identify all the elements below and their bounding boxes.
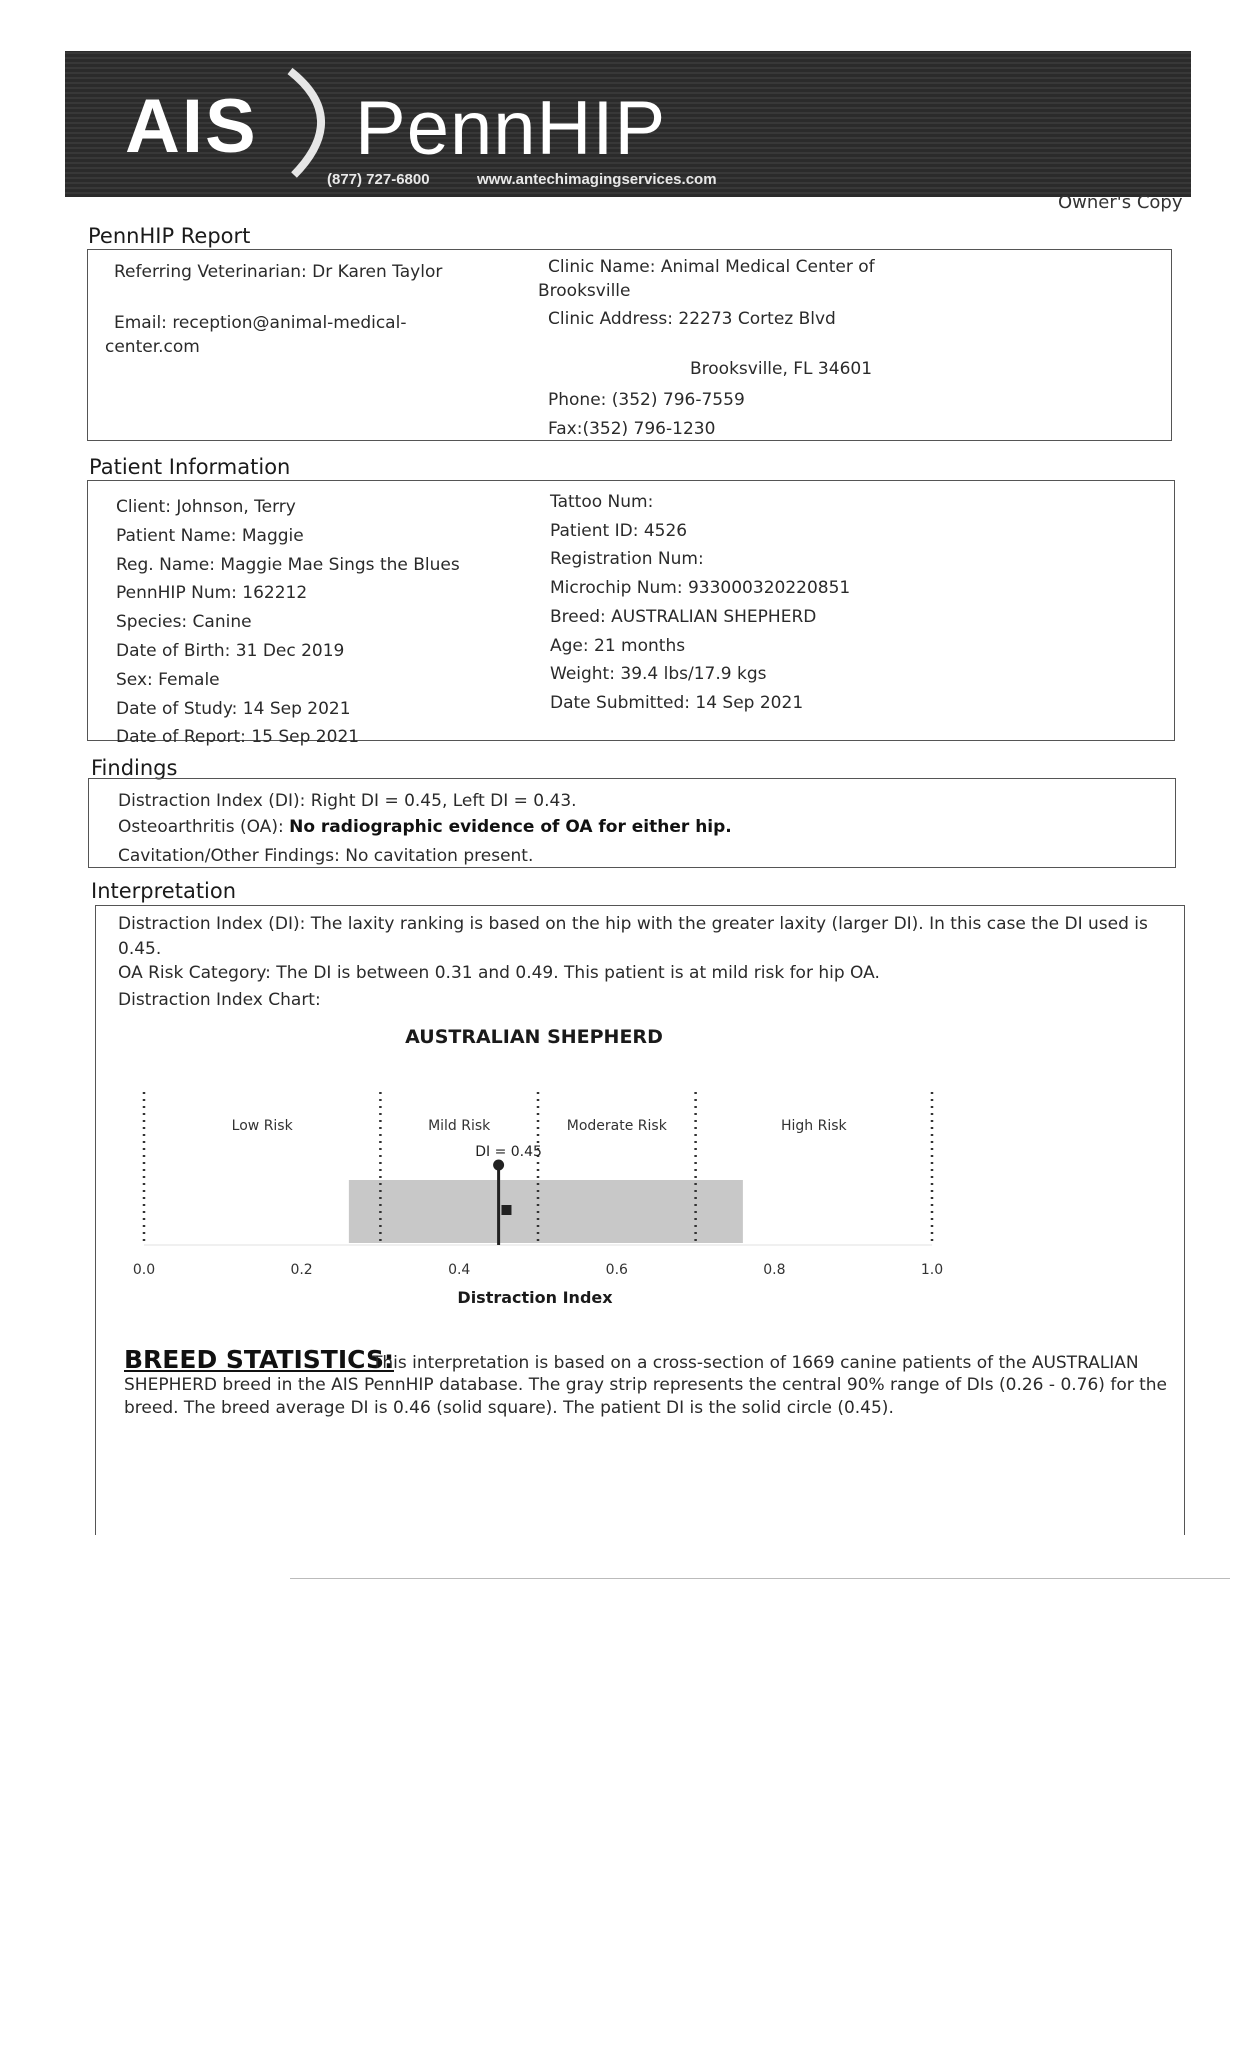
- email-line1: [114, 313, 406, 333]
- patient-field-label: Breed:: [550, 606, 606, 627]
- clinic-name-value: Animal Medical Center of: [660, 257, 875, 277]
- clinic-fax-value: (352) 796-1230: [582, 419, 716, 439]
- patient-field-value: Maggie Mae Sings the Blues: [215, 554, 460, 575]
- breed-stats-heading: BREED STATISTICS:: [124, 1345, 394, 1374]
- chart-plot-area: [133, 1092, 943, 1278]
- interpretation-title: Interpretation: [91, 879, 237, 903]
- email-label: Email:: [114, 313, 167, 333]
- patient-field-label: Date Submitted:: [550, 692, 690, 713]
- interp-di-line2: 0.45.: [118, 939, 162, 959]
- findings-oa-value: No radiographic evidence of OA for either hip.: [289, 817, 732, 837]
- patient-field-value: 31 Dec 2019: [230, 641, 345, 661]
- patient-field-label: Species:: [116, 612, 188, 633]
- patient-field-row: [116, 641, 344, 661]
- findings-di-label: Distraction Index (DI):: [118, 791, 306, 811]
- patient-field-value: Female: [152, 669, 220, 690]
- findings-di: [118, 791, 577, 811]
- findings-oa-label: Osteoarthritis (OA):: [118, 817, 284, 837]
- patient-field-label: Weight:: [550, 664, 615, 685]
- patient-field-row: [116, 670, 220, 690]
- patient-di-circle: [493, 1160, 504, 1171]
- patient-field-value: Johnson, Terry: [170, 497, 296, 517]
- header-banner: [65, 51, 1191, 197]
- referring-vet: [114, 262, 442, 282]
- breed-stats-line3: breed. The breed average DI is 0.46 (solid square). The patient DI is the solid circle (0.45).: [124, 1398, 894, 1418]
- chart-x-axis-label: Distraction Index: [457, 1288, 613, 1307]
- patient-field-row: [550, 492, 653, 512]
- x-tick-label: 0.2: [290, 1262, 313, 1278]
- patient-field-row: [550, 578, 850, 598]
- email-line2: center.com: [105, 337, 200, 357]
- patient-field-label: Date of Report:: [116, 727, 246, 748]
- clinic-address-label: Clinic Address:: [548, 309, 673, 329]
- patient-field-row: [116, 699, 351, 719]
- logo-pennhip: PennHIP: [355, 86, 667, 171]
- owners-copy-label: Owner's Copy: [1058, 192, 1183, 213]
- patient-field-value: 162212: [236, 583, 308, 604]
- report-title: PennHIP Report: [88, 224, 251, 248]
- patient-field-label: Client:: [116, 497, 171, 517]
- patient-field-value: 39.4 lbs/17.9 kgs: [614, 664, 767, 685]
- logo-arc-icon: [280, 63, 360, 183]
- patient-field-value: 14 Sep 2021: [237, 698, 351, 719]
- x-tick-label: 0.4: [448, 1262, 471, 1278]
- findings-oa: [118, 817, 732, 837]
- breed-stats-line1: This interpretation is based on a cross-section of 1669 canine patients of the AUSTRALIAN: [372, 1353, 1139, 1373]
- patient-field-label: Microchip Num:: [550, 578, 683, 599]
- patient-field-row: [550, 549, 704, 569]
- clinic-address: [548, 309, 836, 329]
- patient-field-label: Patient Name:: [116, 525, 237, 546]
- patient-field-row: [550, 664, 766, 684]
- patient-field-label: Age:: [550, 635, 589, 656]
- breed-range-strip: [349, 1180, 743, 1243]
- patient-field-label: Tattoo Num:: [550, 492, 654, 512]
- risk-zone-label: Moderate Risk: [566, 1118, 667, 1134]
- clinic-name: [548, 257, 875, 277]
- logo-ais: AIS: [125, 84, 258, 169]
- clinic-fax-label: Fax:: [548, 419, 583, 439]
- x-tick-label: 1.0: [920, 1262, 944, 1278]
- x-tick-label: 0.8: [763, 1262, 786, 1278]
- x-tick-label: 0.0: [132, 1262, 156, 1278]
- patient-field-row: [550, 693, 803, 713]
- interp-chart-intro: Distraction Index Chart:: [118, 990, 321, 1010]
- email-value-1: reception@animal-medical-: [172, 313, 407, 333]
- clinic-address-line2: Brooksville, FL 34601: [690, 359, 873, 379]
- interp-di-line1: Distraction Index (DI): The laxity ranking is based on the hip with the greater laxity (larger DI). In this case the DI used is: [118, 914, 1148, 934]
- clinic-address-value: 22273 Cortez Blvd: [678, 309, 836, 329]
- patient-field-row: [550, 607, 816, 627]
- clinic-phone-value: (352) 796-7559: [611, 390, 745, 410]
- clinic-phone-label: Phone:: [548, 390, 607, 410]
- breed-average-square: [501, 1205, 511, 1215]
- clinic-fax: [548, 419, 715, 439]
- referring-vet-value: Dr Karen Taylor: [312, 262, 443, 282]
- risk-zone-label: Mild Risk: [428, 1118, 491, 1134]
- patient-field-label: Patient ID:: [550, 520, 639, 541]
- findings-title: Findings: [91, 756, 178, 780]
- x-tick-label: 0.6: [605, 1262, 628, 1278]
- patient-field-row: [116, 526, 304, 546]
- patient-field-value: AUSTRALIAN SHEPHERD: [605, 606, 817, 627]
- patient-field-label: PennHIP Num:: [116, 583, 237, 604]
- patient-field-label: Date of Study:: [116, 698, 238, 719]
- patient-info-title: Patient Information: [89, 455, 291, 479]
- patient-field-value: Maggie: [236, 525, 304, 546]
- patient-field-row: [550, 521, 687, 541]
- clinic-name-line2: Brooksville: [538, 281, 631, 301]
- patient-field-value: 14 Sep 2021: [689, 692, 804, 713]
- patient-di-label: DI = 0.45: [475, 1144, 542, 1160]
- risk-zone-label: Low Risk: [231, 1118, 293, 1134]
- chart-title: AUSTRALIAN SHEPHERD: [405, 1026, 663, 1048]
- findings-cav-value: No cavitation present.: [345, 846, 534, 866]
- header-website: www.antechimagingservices.com: [477, 171, 717, 188]
- clinic-phone: [548, 390, 745, 410]
- patient-field-value: 21 months: [588, 635, 686, 656]
- risk-zone-label: High Risk: [780, 1118, 847, 1134]
- referring-vet-label: Referring Veterinarian:: [114, 262, 307, 282]
- breed-stats-line2: SHEPHERD breed in the AIS PennHIP database. The gray strip represents the central 90% range of DIs (0.26 - 0.76) for the: [124, 1375, 1168, 1395]
- patient-field-value: 4526: [638, 520, 688, 541]
- patient-field-row: [116, 555, 460, 575]
- page-bottom-rule: [290, 1578, 1230, 1579]
- findings-cavitation: [118, 846, 533, 866]
- header-phone: (877) 727-6800: [327, 171, 430, 188]
- patient-field-row: [116, 612, 252, 632]
- patient-field-value: 15 Sep 2021: [245, 727, 360, 748]
- patient-field-label: Sex:: [116, 669, 153, 690]
- patient-field-label: Date of Birth:: [116, 641, 231, 661]
- patient-field-row: [116, 583, 307, 603]
- findings-cav-label: Cavitation/Other Findings:: [118, 846, 340, 866]
- patient-field-value: Canine: [187, 612, 252, 633]
- patient-field-row: [550, 636, 685, 656]
- patient-field-value: 933000320220851: [682, 578, 851, 599]
- distraction-index-chart: [120, 1020, 980, 1320]
- interp-oa-risk: OA Risk Category: The DI is between 0.31 and 0.49. This patient is at mild risk for hip OA.: [118, 963, 880, 983]
- clinic-name-label: Clinic Name:: [548, 257, 656, 277]
- patient-field-row: [116, 727, 359, 747]
- patient-field-label: Reg. Name:: [116, 554, 215, 575]
- patient-field-label: Registration Num:: [550, 549, 704, 570]
- findings-di-value: Right DI = 0.45, Left DI = 0.43.: [310, 791, 577, 811]
- patient-field-row: [116, 497, 296, 517]
